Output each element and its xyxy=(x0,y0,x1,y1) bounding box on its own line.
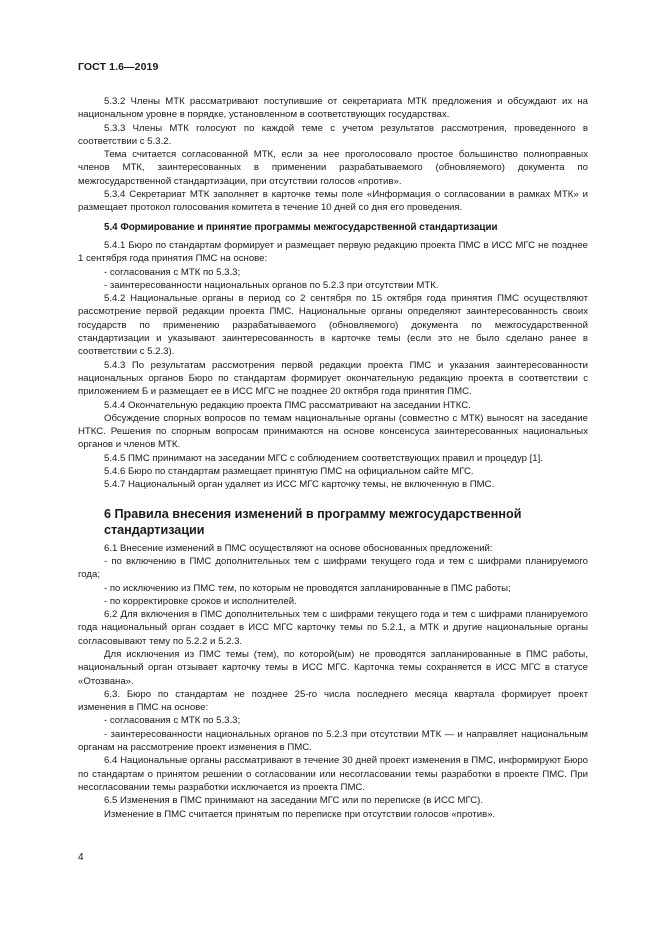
paragraph-5-3-2: 5.3.2 Члены МТК рассматривают поступившие от секретариата МТК предложения и обсуждают их на национальном уровне в порядке, установленном в соответствующих государствах. xyxy=(78,96,588,121)
paragraph-5-4-3: 5.4.3 По результатам рассмотрения первой редакции проекта ПМС и указания заинтересованности национальных органов Бюро по стандартам формирует окончательную редакцию проекта в соответствии с приложением Б и размещает ее в ИСС МГС не позднее 20 октября года принятия ПМС. xyxy=(78,359,588,398)
paragraph-6-4: 6.4 Национальные органы рассматривают в течение 30 дней проект изменения в ПМС, информируют Бюро по стандартам о принятом решении о согласовании или несогласовании темы разработки в проекте ПМС. При несогласовании темы разработки исключается из проекта ПМС. xyxy=(78,755,588,793)
paragraph-6-1: 6.1 Внесение изменений в ПМС осуществляют на основе обоснованных предложений: xyxy=(104,542,493,554)
paragraph-5-4-4: 5.4.4 Окончательную редакцию проекта ПМС рассматривают на заседании НТКС. xyxy=(104,399,471,411)
list-item: - согласования с МТК по 5.3.3; xyxy=(104,715,241,727)
list-item: - по включению в ПМС дополнительных тем с шифрами текущего года и тем с шифрами планируемого года; xyxy=(78,555,588,581)
paragraph-5-4-5: 5.4.5 ПМС принимают на заседании МГС с соблюдением соответствующих правил и процедур [1]. xyxy=(104,452,543,464)
paragraph-exclusion: Для исключения из ПМС темы (тем), по которой(ым) не проводятся запланированные в ПМС работы, национальный орган отзывает карточку темы в ИСС МГС. Карточка темы сохраняется в ИСС МГС в статусе «Отозвана». xyxy=(78,648,588,687)
list-item: - заинтересованности национальных органов по 5.2.3 при отсутствии МТК. xyxy=(104,279,439,291)
document-body xyxy=(78,95,588,821)
paragraph-5-4-1: 5.4.1 Бюро по стандартам формирует и размещает первую редакцию проекта ПМС в ИСС МГС не позднее 1 сентября года принятия ПМС на основе: xyxy=(78,239,588,265)
paragraph-correspondence: Изменение в ПМС считается принятым по переписке при отсутствии голосов «против». xyxy=(104,808,496,820)
page-number: 4 xyxy=(78,852,84,863)
paragraph-6-5: 6.5 Изменения в ПМС принимают на заседании МГС или по переписке (в ИСС МГС). xyxy=(104,795,484,807)
paragraph-6-2: 6.2 Для включения в ПМС дополнительных тем с шифрами текущего года и тем с шифрами планируемого года национальный орган создает в ИСС МГС карточку темы по 5.2.1, а МТК и другие национальные органы согласовывают тему по 5.2.2 и 5.2.3. xyxy=(78,609,588,647)
list-item: - согласования с МТК по 5.3.3; xyxy=(104,266,241,278)
section-heading-5-4: 5.4 Формирование и принятие программы межгосударственной стандартизации xyxy=(104,221,498,233)
list-item: - по корректировке сроков и исполнителей. xyxy=(104,595,297,607)
paragraph-5-4-6: 5.4.6 Бюро по стандартам размещает принятую ПМС на официальном сайте МГС. xyxy=(104,466,474,478)
paragraph-topic-approved: Тема считается согласованной МТК, если за нее проголосовало простое большинство полноправных членов МТК, заинтересованных в применении разрабатываемого (обновляемого) документа по межгосударственной стандартизации, при отсутствии голосов «против». xyxy=(78,149,588,187)
paragraph-5-3-4: 5.3.4 Секретариат МТК заполняет в карточке темы поле «Информация о согласовании в рамках МТК» и размещает протокол голосования комитета в течение 10 дней со дня его проведения. xyxy=(78,189,588,214)
paragraph-5-4-7: 5.4.7 Национальный орган удаляет из ИСС МГС карточку темы, не включенную в ПМС. xyxy=(104,479,495,491)
document-header: ГОСТ 1.6—2019 xyxy=(78,61,159,73)
list-item: - заинтересованности национальных органов по 5.2.3 при отсутствии МТК — и направляет национальным органам на рассмотрение проект изменения в ПМС. xyxy=(78,728,588,754)
paragraph-5-4-2: 5.4.2 Национальные органы в период со 2 сентября по 15 октября года принятия ПМС осуществляют рассмотрение первой редакции проекта ПМС. Национальные органы определяют заинтересованность своих государств по применению разрабатываемого (обновляемого) документа по межгосударственной стандартизации и указывают заинтересованность в карточке темы (если это не было сделано ранее в соответствии с 5.2.3). xyxy=(78,293,588,358)
section-heading-6: 6 Правила внесения изменений в программу межгосударственной стандартизации xyxy=(104,506,522,537)
paragraph-5-3-3: 5.3.3 Члены МТК голосуют по каждой теме с учетом результатов рассмотрения, проведенного в соответствии с 5.3.2. xyxy=(78,122,588,147)
paragraph-disputes: Обсуждение спорных вопросов по темам национальные органы (совместно с МТК) выносят на заседание НТКС. Решения по спорным вопросам принимаются на основе консенсуса заинтересованных национальных органов и членов МТК. xyxy=(78,412,588,451)
list-item: - по исключению из ПМС тем, по которым не проводятся запланированные в ПМС работы; xyxy=(104,582,511,594)
paragraph-6-3: 6.3. Бюро по стандартам не позднее 25-го числа последнего месяца квартала формирует проект изменения в ПМС на основе: xyxy=(78,688,588,714)
